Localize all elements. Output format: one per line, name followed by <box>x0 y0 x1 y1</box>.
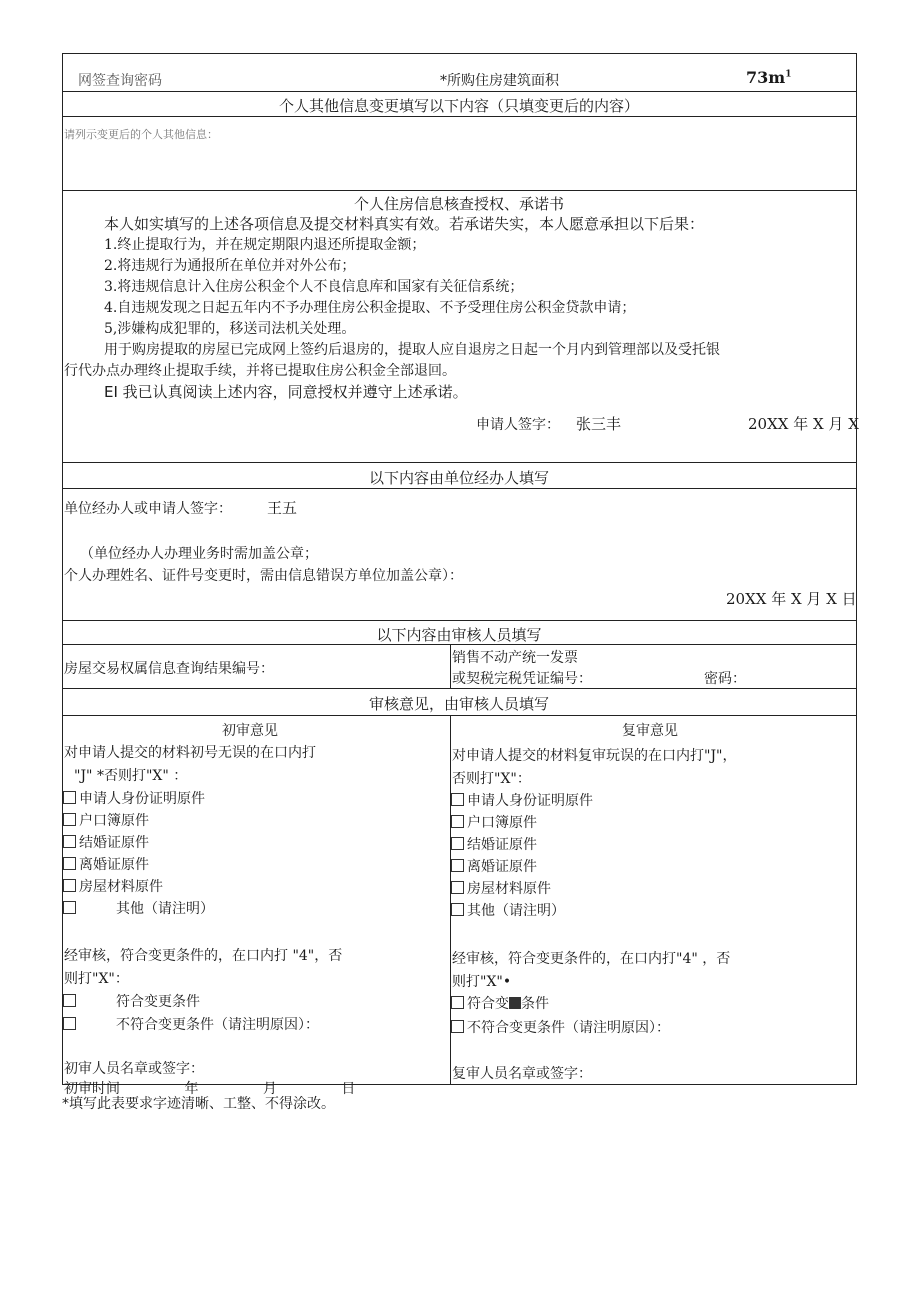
house-query-label: 房屋交易权属信息查询结果编号： <box>64 661 274 677</box>
refund-paragraph-line2: 行代办点办理终止提取手续，并将已提取住房公积金全部退回。 <box>64 363 456 379</box>
refund-paragraph-line1: 用于购房提取的房屋已完成网上签约后退房的，提取人应自退房之日起一个月内到管理部以及受托银 <box>104 342 720 358</box>
first-check-item[interactable] <box>63 832 149 852</box>
invoice-password-label: 密码： <box>704 671 746 687</box>
second-check-label: 房屋材料原件 <box>467 881 551 897</box>
table-rule <box>62 91 857 92</box>
unit-note-line2: 个人办理姓名、证件号变更时，需由信息错误方单位加盖公章）： <box>64 568 463 584</box>
applicant-sign-label: 申请人签字： <box>476 417 560 433</box>
unit-sign-date: 20XX 年 X 月 X 日 <box>726 590 857 608</box>
first-check-label: 房屋材料原件 <box>79 879 163 895</box>
second-condition-ok[interactable] <box>451 993 549 1013</box>
checkbox-icon[interactable] <box>63 1017 76 1030</box>
area-number: 73m <box>746 68 786 87</box>
first-check-label: 结婚证原件 <box>79 835 149 851</box>
commitment-item-1: 1.终止提取行为，并在规定期限内退还所提取金额； <box>104 237 426 253</box>
applicant-sign-name: 张三丰 <box>576 415 622 433</box>
first-check-item[interactable] <box>63 876 163 896</box>
checkbox-icon[interactable] <box>63 901 76 914</box>
password-label: 网签查询密码 <box>78 73 162 89</box>
checkbox-icon[interactable] <box>451 903 464 916</box>
unit-header: 以下内容由单位经办人填写 <box>368 469 549 487</box>
second-check-label: 其他（请注明） <box>467 903 565 919</box>
other-info-hint: 请列示变更后的个人其他信息： <box>64 128 218 141</box>
table-border-top <box>62 53 857 54</box>
first-check-label: 其他（请注明） <box>116 901 214 917</box>
second-condition-not-ok-label: 不符合变更条件（请注明原因）： <box>467 1020 670 1036</box>
second-check-item[interactable] <box>451 900 565 920</box>
checkbox-icon[interactable] <box>63 835 76 848</box>
first-check-label: 离婚证原件 <box>79 857 149 873</box>
first-check-item[interactable] <box>63 788 205 808</box>
checkbox-icon[interactable] <box>451 837 464 850</box>
first-review-title: 初审意见 <box>222 723 278 739</box>
commitment-item-5: 5,涉嫌构成犯罪的，移送司法机关处理。 <box>104 321 356 337</box>
second-condition-line2: 则打"X"• <box>452 974 512 990</box>
commitment-item-2: 2.将违规行为通报所在单位并对外公布； <box>104 258 356 274</box>
checkbox-icon[interactable] <box>451 793 464 806</box>
ink-smudge-icon <box>509 997 521 1009</box>
first-review-instruction-line1: 对申请人提交的材料初号无误的在口内打 <box>64 745 316 761</box>
table-border-right <box>856 53 857 1084</box>
checkbox-icon[interactable] <box>451 881 464 894</box>
first-check-item[interactable] <box>63 898 214 918</box>
unit-note-line1: （单位经办人办理业务时需加盖公章； <box>80 546 318 562</box>
table-rule <box>62 190 857 191</box>
checkbox-icon[interactable] <box>451 1020 464 1033</box>
checkbox-icon[interactable] <box>451 996 464 1009</box>
checkbox-icon[interactable] <box>63 994 76 1007</box>
first-condition-line2: 则打"X"： <box>64 971 129 987</box>
authorization-title: 个人住房信息核查授权、承诺书 <box>353 195 564 213</box>
first-check-item[interactable] <box>63 810 149 830</box>
authorization-intro: 本人如实填写的上述各项信息及提交材料真实有效。若承诺失实，本人愿意承担以下后果： <box>104 215 705 233</box>
invoice-label-line2: 或契税完税凭证编号： <box>452 671 592 687</box>
second-check-label: 结婚证原件 <box>467 837 537 853</box>
second-check-label: 离婚证原件 <box>467 859 537 875</box>
first-review-time-cut: 初审时间 年 月 日 <box>64 1081 356 1097</box>
commitment-item-4: 4.自违规发现之日起五年内不予办理住房公积金提取、不予受理住房公积金贷款申请； <box>104 300 636 316</box>
opinion-header: 审核意见，由审核人员填写 <box>368 695 549 713</box>
second-check-label: 申请人身份证明原件 <box>467 793 593 809</box>
table-rule <box>62 715 857 716</box>
second-review-instruction-line2: 否则打"X"： <box>452 771 531 787</box>
second-check-item[interactable] <box>451 790 593 810</box>
second-condition-line1: 经审核，符合变更条件的，在口内打"4" ，否 <box>452 951 731 967</box>
second-review-title: 复审意见 <box>622 723 678 739</box>
second-signer-label: 复审人员名章或签字： <box>452 1066 592 1082</box>
first-condition-ok-label: 符合变更条件 <box>116 994 200 1010</box>
table-rule <box>62 488 857 489</box>
second-check-label: 户口簿原件 <box>467 815 537 831</box>
checkbox-icon[interactable] <box>63 791 76 804</box>
area-label: *所购住房建筑面积 <box>440 73 559 89</box>
second-check-item[interactable] <box>451 856 537 876</box>
second-check-item[interactable] <box>451 812 537 832</box>
second-check-item[interactable] <box>451 834 537 854</box>
first-condition-ok[interactable] <box>63 991 200 1011</box>
footnote: *填写此表要求字迹清晰、工整、不得涂改。 <box>62 1096 335 1112</box>
first-review-instruction-line2: "J" *否则打"X" ： <box>74 768 188 784</box>
agreement-statement: EI 我已认真阅读上述内容，同意授权并遵守上述承诺。 <box>104 383 468 401</box>
second-condition-not-ok[interactable] <box>451 1017 670 1037</box>
table-rule <box>62 620 857 621</box>
reviewer-header: 以下内容由审核人员填写 <box>376 626 542 644</box>
unit-sign-label: 单位经办人或申请人签字： <box>64 501 232 517</box>
checkbox-icon[interactable] <box>63 857 76 870</box>
first-check-label: 申请人身份证明原件 <box>79 791 205 807</box>
first-check-item[interactable] <box>63 854 149 874</box>
first-condition-not-ok[interactable] <box>63 1014 319 1034</box>
unit-sign-name: 王五 <box>267 499 298 517</box>
area-value <box>746 68 791 87</box>
other-info-header: 个人其他信息变更填写以下内容（只填变更后的内容） <box>278 97 639 115</box>
commitment-item-3: 3.将违规信息计入住房公积金个人不良信息库和国家有关征信系统； <box>104 279 524 295</box>
applicant-sign-date: 20XX 年 X 月 X <box>748 415 859 433</box>
second-condition-ok-pre: 符合变 <box>467 996 509 1012</box>
first-condition-not-ok-label: 不符合变更条件（请注明原因）： <box>116 1017 319 1033</box>
table-rule <box>62 116 857 117</box>
column-divider <box>450 644 451 688</box>
first-check-label: 户口簿原件 <box>79 813 149 829</box>
first-signer-label: 初审人员名章或签字： <box>64 1061 204 1077</box>
second-condition-ok-post: 条件 <box>521 996 549 1012</box>
checkbox-icon[interactable] <box>63 879 76 892</box>
invoice-label-line1: 销售不动产统一发票 <box>452 650 578 666</box>
first-condition-line1: 经审核，符合变更条件的，在口内打 "4"，否 <box>64 948 343 964</box>
second-check-item[interactable] <box>451 878 551 898</box>
checkbox-icon[interactable] <box>63 813 76 826</box>
area-sup: 1 <box>785 69 792 80</box>
second-review-instruction-line1: 对申请人提交的材料复审玩误的在口内打"J"， <box>452 748 737 764</box>
checkbox-icon[interactable] <box>451 815 464 828</box>
table-rule <box>62 462 857 463</box>
table-rule <box>62 688 857 689</box>
checkbox-icon[interactable] <box>451 859 464 872</box>
